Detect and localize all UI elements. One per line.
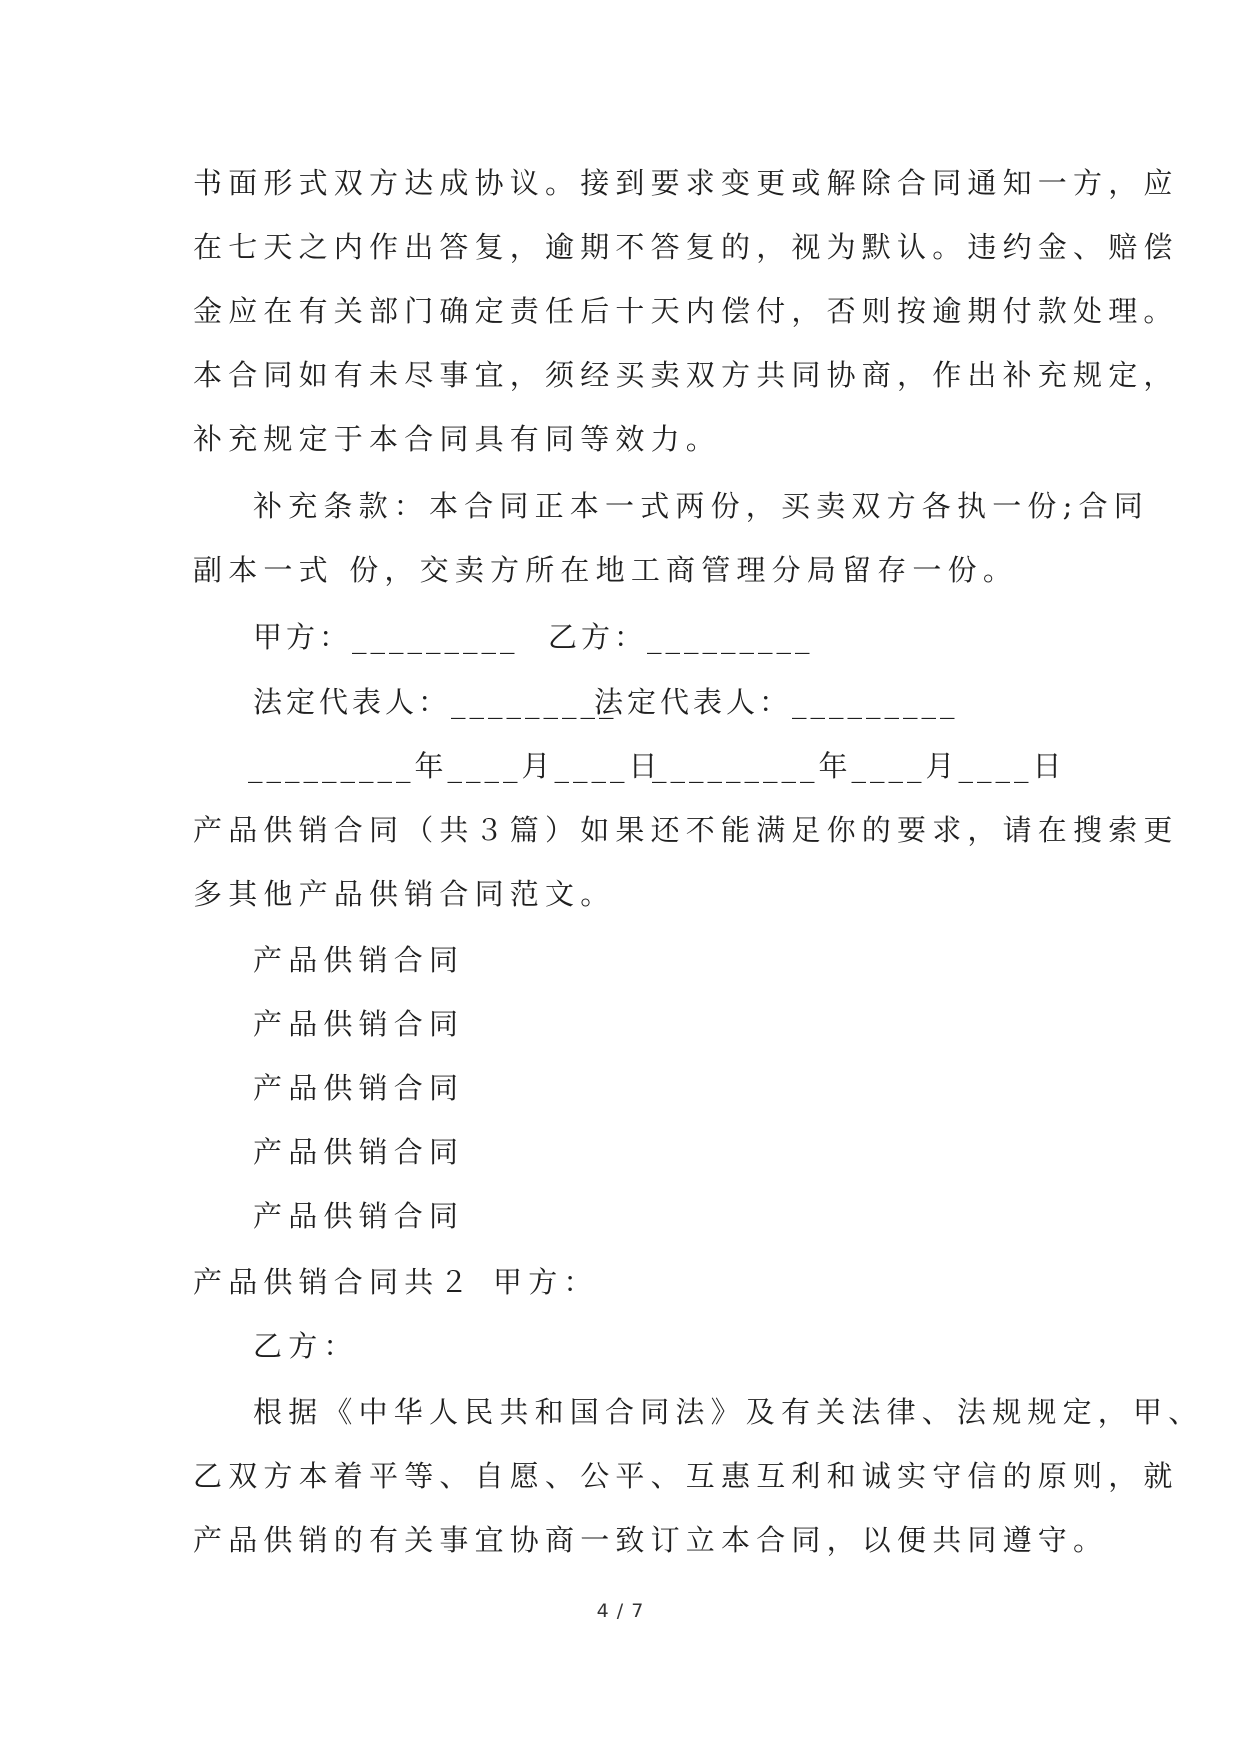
contract-body-line: 乙双方本着平等、自愿、公平、互惠互利和诚实守信的原则，就 [193, 1459, 1179, 1493]
signature-party-a: 甲方：_________ [253, 620, 519, 654]
signature-date-a: _________年____月____日 [248, 749, 662, 783]
contract-party-b: 乙方： [253, 1329, 359, 1363]
intro-line: 产品供销合同（共３篇）如果还不能满足你的要求，请在搜索更 [193, 813, 1179, 847]
signature-party-b: 乙方：_________ [548, 620, 814, 654]
supplementary-clause-line: 补充条款：本合同正本一式两份，买卖双方各执一份;合同 [253, 489, 1149, 523]
intro-line: 多其他产品供销合同范文。 [193, 877, 616, 911]
list-item: 产品供销合同 [253, 943, 465, 977]
paragraph-line: 书面形式双方达成协议。接到要求变更或解除合同通知一方，应 [193, 166, 1179, 200]
page-number: 4 / 7 [596, 1600, 645, 1622]
signature-rep-b: 法定代表人：_________ [594, 685, 959, 719]
signature-rep-a: 法定代表人：_________ [253, 685, 618, 719]
contract-title: 产品供销合同共２ [193, 1265, 475, 1299]
paragraph-line: 补充规定于本合同具有同等效力。 [193, 422, 722, 456]
paragraph-line: 金应在有关部门确定责任后十天内偿付，否则按逾期付款处理。 [193, 294, 1179, 328]
contract-party-a: 甲方： [493, 1265, 599, 1299]
contract-body-line: 产品供销的有关事宜协商一致订立本合同，以便共同遵守。 [193, 1523, 1109, 1557]
list-item: 产品供销合同 [253, 1007, 465, 1041]
list-item: 产品供销合同 [253, 1135, 465, 1169]
supplementary-clause-line: 副本一式 份，交卖方所在地工商管理分局留存一份。 [193, 553, 1019, 587]
paragraph-line: 在七天之内作出答复，逾期不答复的，视为默认。违约金、赔偿 [193, 230, 1179, 264]
list-item: 产品供销合同 [253, 1199, 465, 1233]
signature-date-b: _________年____月____日 [652, 749, 1066, 783]
contract-body-line: 根据《中华人民共和国合同法》及有关法律、法规规定，甲、 [253, 1395, 1204, 1429]
list-item: 产品供销合同 [253, 1071, 465, 1105]
paragraph-line: 本合同如有未尽事宜，须经买卖双方共同协商，作出补充规定， [193, 358, 1179, 392]
